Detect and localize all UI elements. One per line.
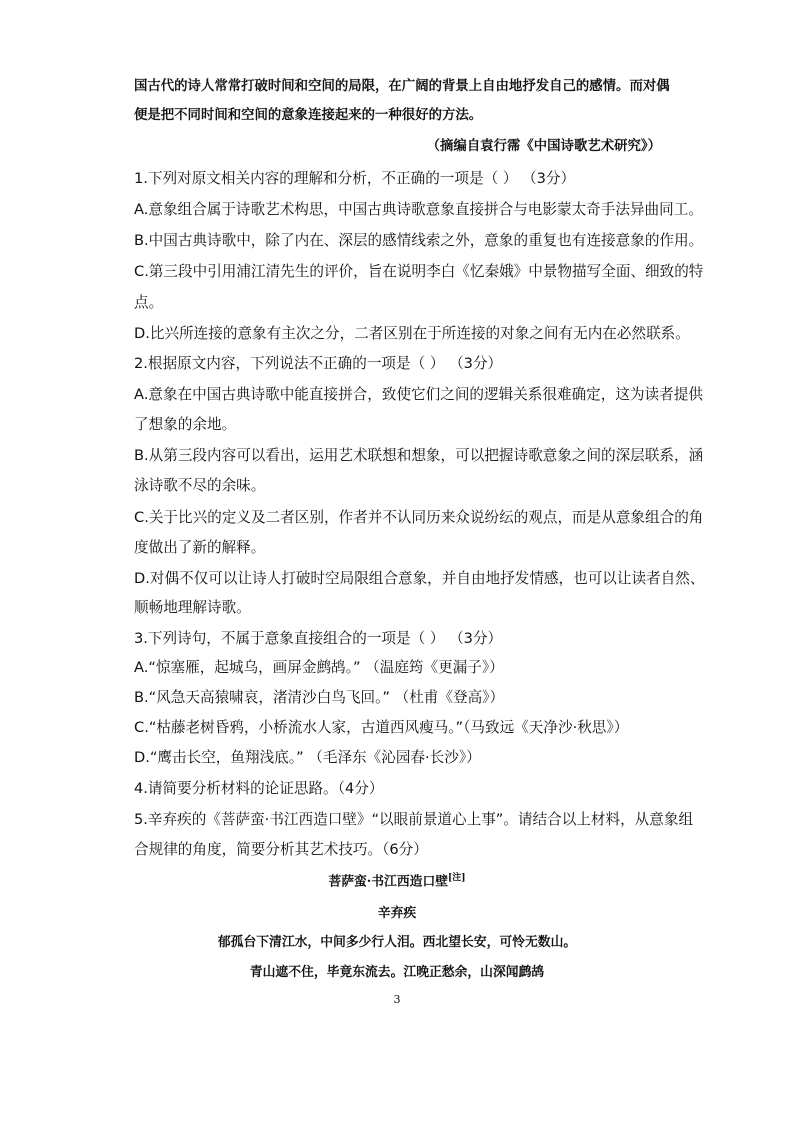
question-option-cont: 点。 xyxy=(134,294,164,311)
question-option: D.对偶不仅可以让诗人打破时空局限组合意象，并自由地抒发情感，也可以让读者自然、 xyxy=(134,570,705,587)
question-5-cont: 合规律的角度，简要分析其艺术技巧。（6分） xyxy=(134,841,428,858)
page-number: 3 xyxy=(393,993,401,1006)
poem-note-mark: [注] xyxy=(448,873,466,883)
passage-line: 国古代的诗人常常打破时间和空间的局限，在广阔的背景上自由地抒发自己的感情。而对偶 xyxy=(134,78,670,94)
question-3-stem: 3.下列诗句，不属于意象直接组合的一项是（ ） （3分） xyxy=(134,630,503,647)
poem-title-text: 菩萨蛮·书江西造口壁 xyxy=(328,874,449,890)
question-option-cont: 度做出了新的解释。 xyxy=(134,539,266,556)
question-option-cont: 顺畅地理解诗歌。 xyxy=(134,599,251,616)
question-option: C.“枯藤老树昏鸦，小桥流水人家，古道西风瘦马。”（马致远《天净沙·秋思》） xyxy=(134,719,629,736)
question-option: A.“惊塞雁，起城乌，画屏金鹧鸪。” （温庭筠《更漏子》） xyxy=(134,659,504,676)
question-option: B.“风急天高猿啸哀，渚清沙白鸟飞回。” （杜甫《登高》） xyxy=(134,689,505,706)
question-option: D.比兴所连接的意象有主次之分，二者区别在于所连接的对象之间有无内在必然联系。 xyxy=(134,325,690,342)
question-4-stem: 4.请简要分析材料的论证思路。（4分） xyxy=(134,780,384,797)
poem-author: 辛弃疾 xyxy=(377,906,417,921)
passage-line: 便是把不同时间和空间的意象连接起来的一种很好的方法。 xyxy=(134,107,483,123)
question-option-cont: 了想象的余地。 xyxy=(134,416,237,433)
question-option: B.从第三段内容可以看出，运用艺术联想和想象，可以把握诗歌意象之间的深层联系，涵 xyxy=(134,447,704,464)
question-5-stem: 5.辛弃疾的《菩萨蛮·书江西造口壁》“以眼前景道心上事”。请结合以上材料，从意象组 xyxy=(134,811,694,828)
question-option: D.“鹰击长空，鱼翔浅底。” （毛泽东《沁园春·长沙》） xyxy=(134,749,481,766)
question-option: C.关于比兴的定义及二者区别，作者并不认同历来众说纷纭的观点，而是从意象组合的角 xyxy=(134,509,704,526)
question-option: A.意象在中国古典诗歌中能直接拼合，致使它们之间的逻辑关系很难确定，这为读者提供 xyxy=(134,386,703,403)
poem-line: 青山遮不住，毕竟东流去。江晚正愁余，山深闻鹧鸪 xyxy=(249,965,545,980)
poem-line: 郁孤台下清江水，中间多少行人泪。西北望长安，可怜无数山。 xyxy=(217,935,577,950)
question-option: C.第三段中引用浦江清先生的评价，旨在说明李白《忆秦娥》中景物描写全面、细致的特 xyxy=(134,263,704,280)
poem-title xyxy=(0,870,794,889)
question-2-stem: 2.根据原文内容，下列说法不正确的一项是（ ） （3分） xyxy=(134,355,503,372)
question-option: A.意象组合属于诗歌艺术构思，中国古典诗歌意象直接拼合与电影蒙太奇手法异曲同工。 xyxy=(134,201,703,218)
question-1-stem: 1.下列对原文相关内容的理解和分析，不正确的一项是（ ） （3分） xyxy=(134,170,576,187)
question-option-cont: 泳诗歌不尽的余味。 xyxy=(134,477,266,494)
source-citation: （摘编自袁行霈《中国诗歌艺术研究》） xyxy=(426,138,661,154)
question-option: B.中国古典诗歌中，除了内在、深层的感情线索之外，意象的重复也有连接意象的作用。 xyxy=(134,232,704,249)
